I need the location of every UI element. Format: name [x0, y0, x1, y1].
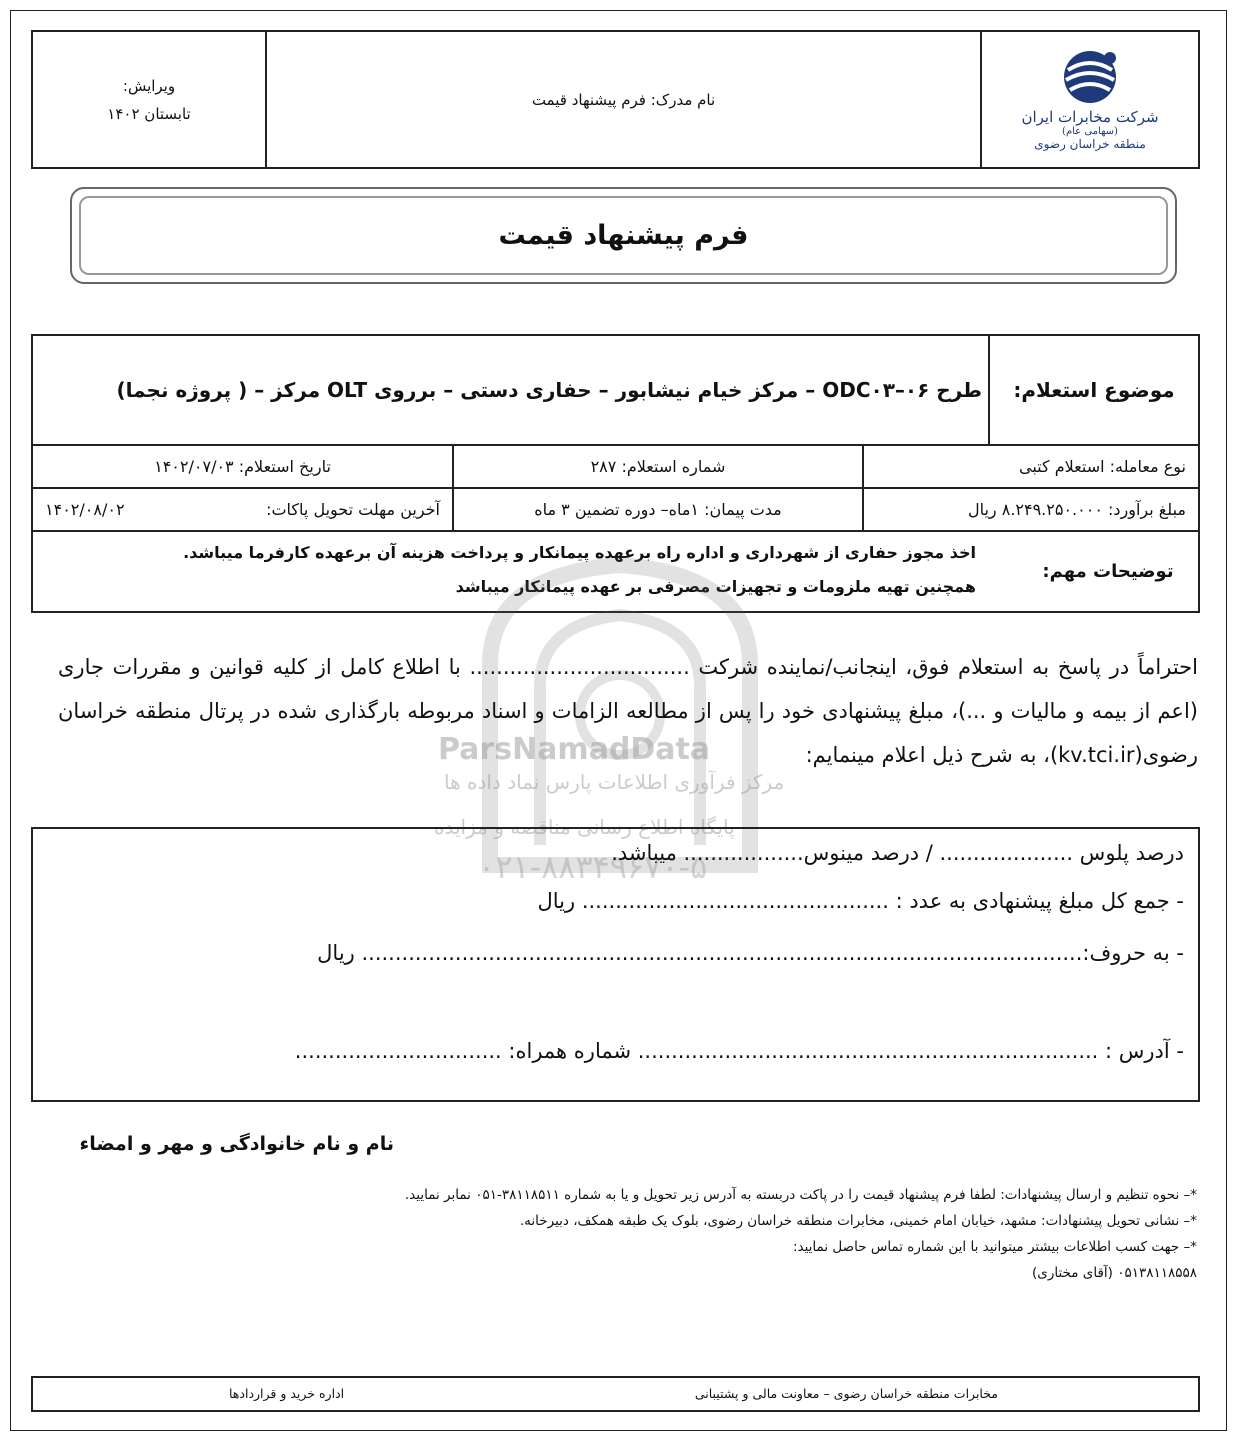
document-header: [31, 30, 1200, 169]
footnote-4: ۰۵۱۳۸۱۱۸۵۵۸ (آقای مختاری): [1032, 1265, 1197, 1281]
watermark-brand: ParsNamadData: [438, 732, 711, 767]
subject-row: [33, 336, 1198, 446]
logo-company-sub: (سهامی عام): [1062, 126, 1118, 137]
address-phone-line[interactable]: - آدرس : ..................................................................... شماره همراه: ...............................: [294, 1039, 1184, 1063]
doc-name: نام مدرک: فرم پیشنهاد قیمت: [531, 90, 716, 109]
transaction-type: نوع معامله: استعلام کتبی: [862, 446, 1198, 487]
watermark-phone: ۰۲۱-۸۸۳۴۹۶۷۰-۵: [478, 848, 708, 886]
page-footer: [31, 1376, 1200, 1412]
estimate-amount: مبلغ برآورد: ۸.۲۴۹.۲۵۰.۰۰۰ ریال: [862, 489, 1198, 530]
notes-row: [33, 530, 1198, 613]
total-amount-numeric[interactable]: - جمع کل مبلغ پیشنهادی به عدد : .............................................. ریال: [537, 889, 1184, 913]
bid-box: [31, 827, 1200, 1102]
info-row-1: [33, 446, 1198, 489]
footnote-3: *– جهت کسب اطلاعات بیشتر میتوانید با این شماره تماس حاصل نمایید:: [792, 1239, 1197, 1255]
inquiry-number: شماره استعلام: ۲۸۷: [452, 446, 862, 487]
footer-right: مخابرات منطقه خراسان رضوی – معاونت مالی و پشتیبانی: [694, 1386, 998, 1401]
footer-left: اداره خرید و قراردادها: [229, 1386, 345, 1401]
contract-duration: مدت پیمان: ۱ماه– دوره تضمین ۳ ماه: [452, 489, 862, 530]
deadline: [33, 489, 452, 530]
notes-line-2: همچنین تهیه ملزومات و تجهیزات مصرفی بر عهده پیمانکار میباشد: [455, 577, 976, 596]
edition-label: ویرایش:: [122, 76, 176, 95]
total-amount-words[interactable]: - به حروف:............................................................................................................ ریال: [317, 941, 1184, 965]
footnote-2: *– نشانی تحویل پیشنهادات: مشهد، خیابان امام خمینی، مخابرات منطقه خراسان رضوی، بلوک یک طبقه همکف، دبیرخانه.: [519, 1213, 1197, 1229]
subject-label: موضوع استعلام:: [988, 336, 1198, 444]
notes-label: توضیحات مهم:: [1042, 561, 1174, 582]
tci-logo-icon: [1058, 48, 1122, 106]
watermark-line-2: پایگاه اطلاع رسانی مناقصه و مزایده: [434, 815, 735, 839]
deadline-label: آخرین مهلت تحویل پاکات:: [266, 500, 440, 519]
percent-line[interactable]: درصد پلوس .................... / درصد مینوس.................. میباشد.: [611, 841, 1184, 865]
deadline-value: ۱۴۰۲/۰۸/۰۲: [45, 500, 125, 519]
response-paragraph: احتراماً در پاسخ به استعلام فوق، اینجانب/نماینده شرکت ................................. با اطلاع کامل از کلیه قوانین و مقررات جاری (اعم از بیمه و مالیات و ...)، مبلغ پیشنهادی خود را پس از مطالعه الزامات و اسناد مربوطه بارگذاری شده در پرتال منطقه خراسان رضوی(kv.tci.ir)، به شرح ذیل اعلام مینمایم:: [58, 655, 1198, 767]
inquiry-date: تاریخ استعلام: ۱۴۰۲/۰۷/۰۳: [154, 457, 331, 476]
watermark-line-1: مرکز فرآوری اطلاعات پارس نماد داده ها: [444, 770, 785, 794]
logo-company-name: شرکت مخابرات ایران: [1021, 108, 1159, 126]
edition-cell: [33, 32, 265, 167]
title-box: [70, 187, 1177, 284]
notes-line-1: اخذ مجوز حفاری از شهرداری و اداره راه برعهده پیمانکار و پرداخت هزینه آن برعهده کارفرما میباشد.: [183, 543, 976, 562]
footnote-1: *– نحوه تنظیم و ارسال پیشنهادات: لطفا فرم پیشنهاد قیمت را در پاکت دربسته به آدرس زیر تحویل و یا به شماره ۳۸۱۱۸۵۱۱-۰۵۱ نمابر نمایید.: [404, 1187, 1197, 1203]
footnotes: [37, 1182, 1197, 1286]
form-title: فرم پیشنهاد قیمت: [79, 196, 1168, 275]
info-row-2: [33, 489, 1198, 532]
doc-name-cell: [265, 32, 980, 167]
subject-value: طرح ۰۶–ODC۰۳ – مرکز خیام نیشابور – حفاری دستی – برروی OLT مرکز – ( پروژه نجما): [116, 378, 982, 402]
logo-cell: [980, 32, 1198, 167]
inquiry-info-table: [31, 334, 1200, 613]
notes-text: [43, 536, 976, 604]
signature-label: نام و نام خانوادگی و مهر و امضاء: [79, 1133, 394, 1155]
logo-region: منطقه خراسان رضوی: [1034, 137, 1146, 151]
edition-value: تابستان ۱۴۰۲: [107, 104, 191, 123]
